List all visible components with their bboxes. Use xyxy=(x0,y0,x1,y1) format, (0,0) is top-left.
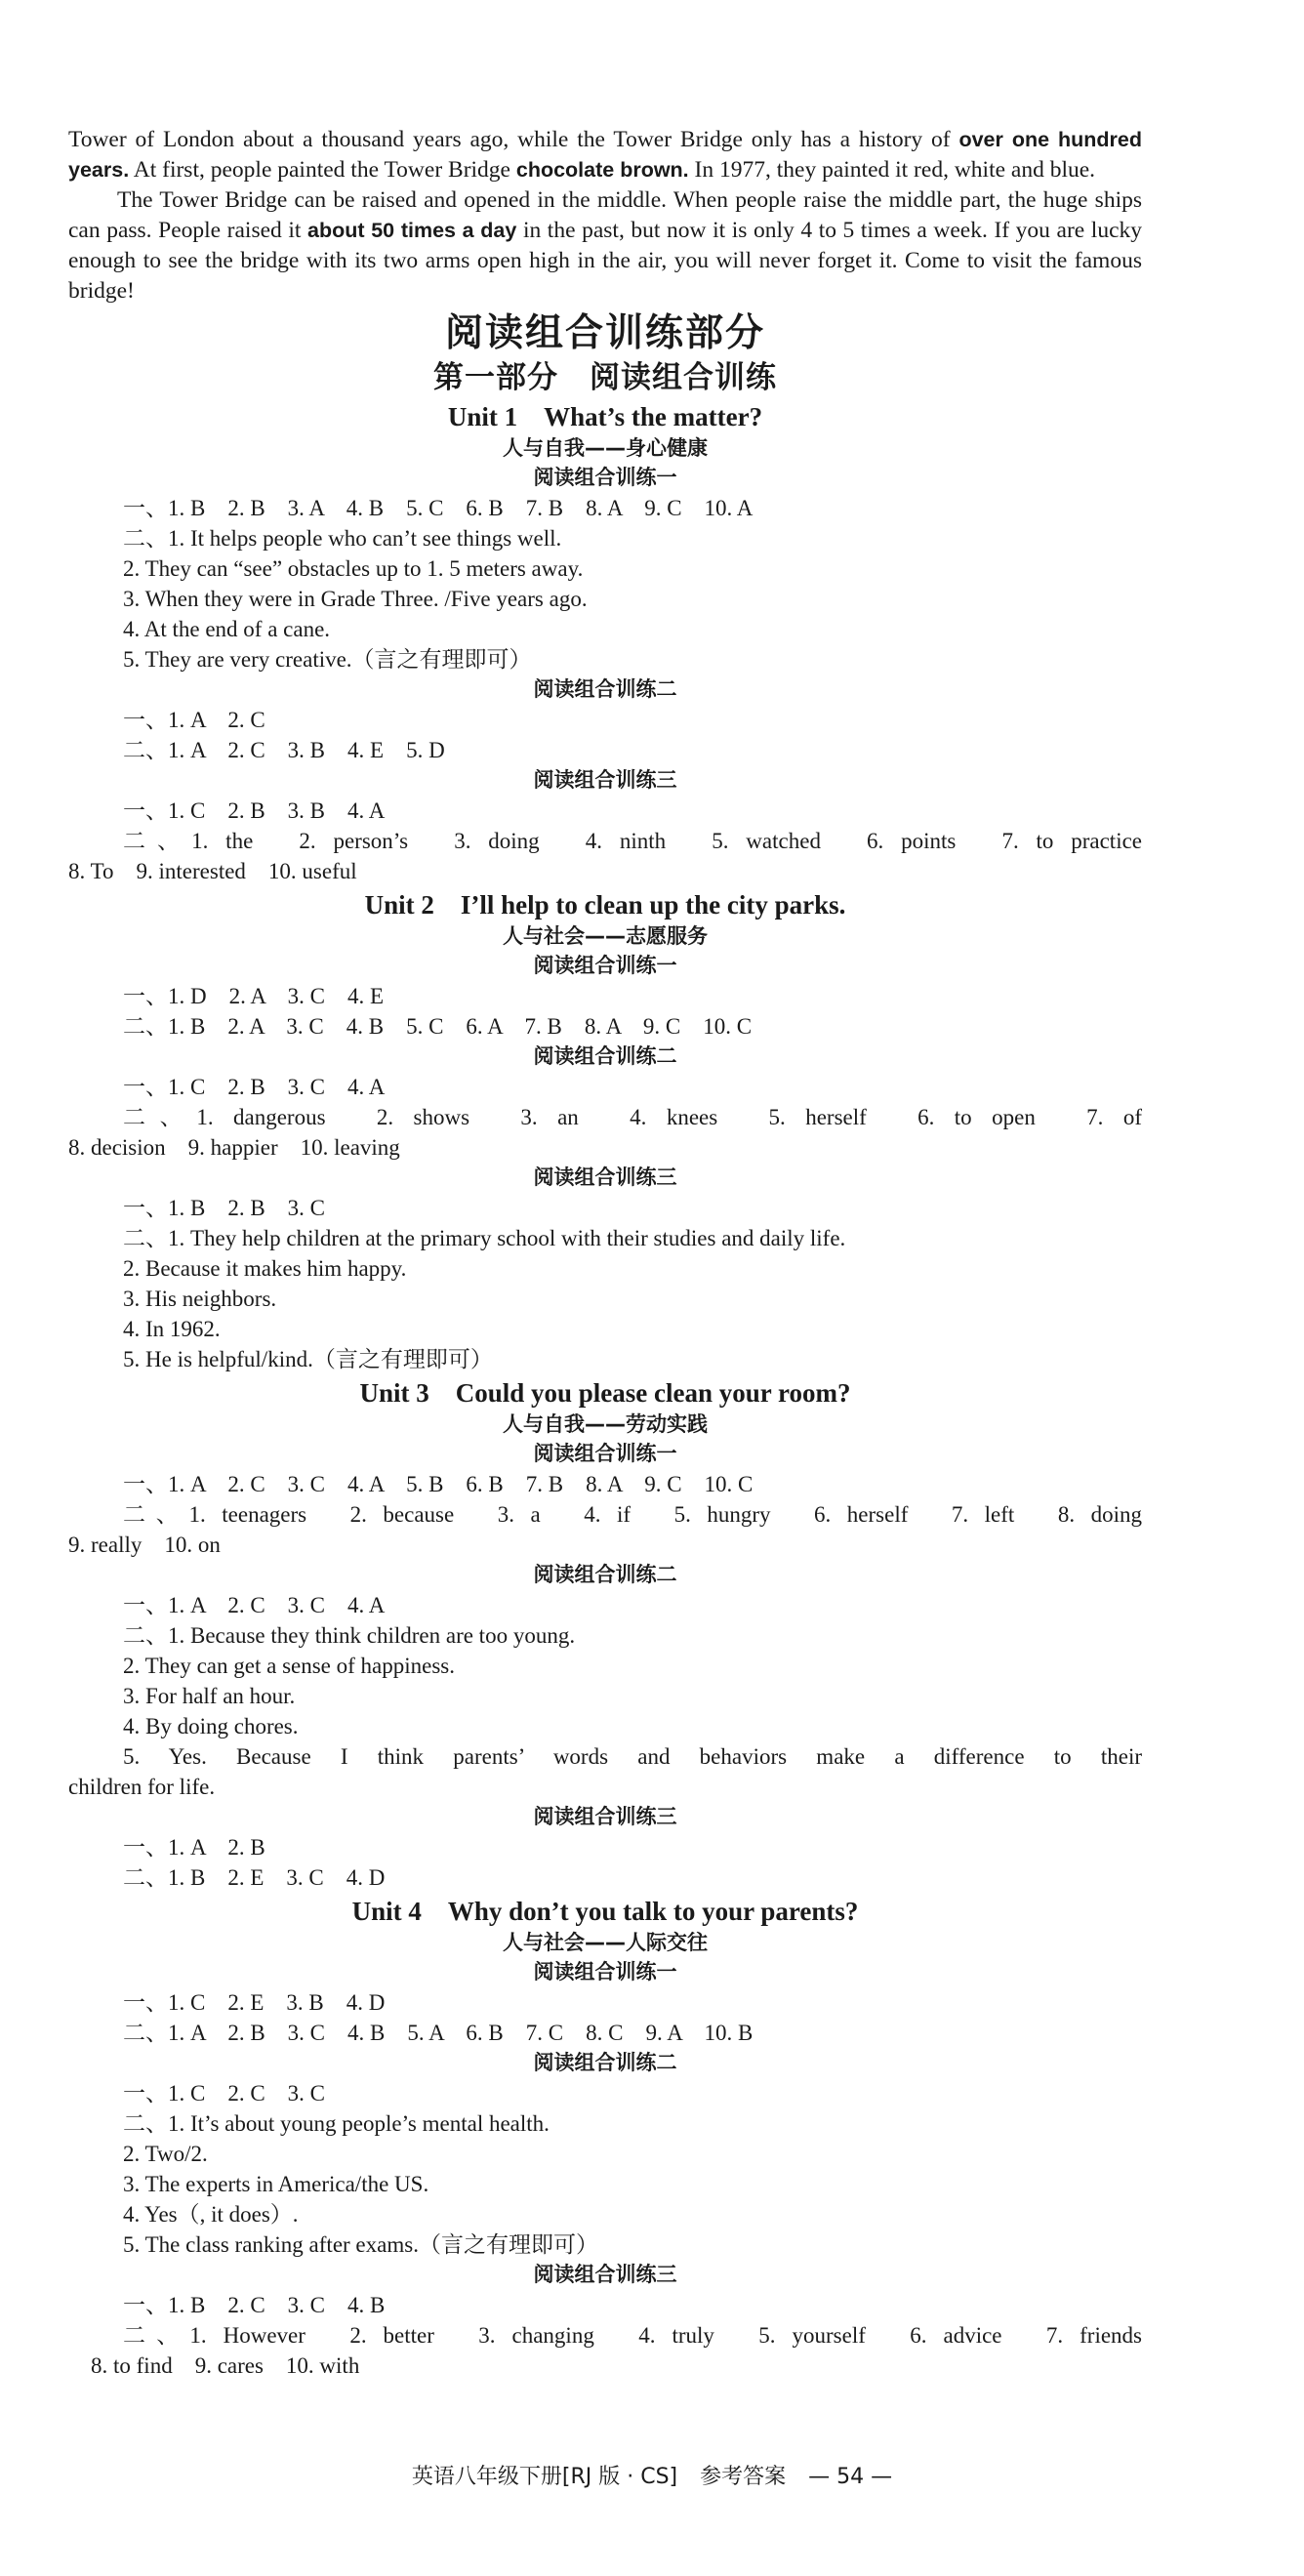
page-footer xyxy=(0,2460,1304,2490)
exercise-set-title: 阅读组合训练三 xyxy=(533,1805,677,1828)
unit-theme: 人与自我——身心健康 xyxy=(503,436,708,460)
footer-book: 英语八年级下册[RJ 版 · CS] xyxy=(411,2465,678,2489)
unit-title: Unit 1 What’s the matter? xyxy=(447,402,763,431)
bold-phrase: over one hundred years. xyxy=(68,128,1143,182)
answer-line: 8. To 9. interested 10. useful xyxy=(68,859,357,883)
answer-line: 二、1. teenagers 2. because 3. a 4. if 5. hungry 6. herself 7. left 8. doing xyxy=(123,1502,1142,1527)
answer-line: 一、1. B 2. B 3. A 4. B 5. C 6. B 7. B 8. A 9. C 10. A xyxy=(123,496,754,520)
exercise-set-title: 阅读组合训练二 xyxy=(533,1044,677,1068)
unit-title: Unit 2 I’ll help to clean up the city parks. xyxy=(364,890,846,920)
answer-line: 5. They are very creative.（言之有理即可） xyxy=(123,647,532,672)
unit-theme: 人与社会——志愿服务 xyxy=(503,924,708,948)
answer-page xyxy=(68,125,1142,2381)
answer-line: 4. In 1962. xyxy=(123,1317,221,1341)
answer-line: 二、1. dangerous 2. shows 3. an 4. knees 5. herself 6. to open 7. of xyxy=(123,1105,1142,1129)
unit-title: Unit 4 Why don’t you talk to your parents? xyxy=(351,1897,859,1926)
answer-line: 4. By doing chores. xyxy=(123,1714,299,1738)
answer-line: 一、1. A 2. C 3. C 4. A xyxy=(123,1593,386,1617)
answer-line: 二、1. It’s about young people’s mental health. xyxy=(123,2111,550,2136)
answer-line: 二、1. A 2. C 3. B 4. E 5. D xyxy=(123,738,445,762)
unit-theme: 人与自我——劳动实践 xyxy=(503,1412,708,1436)
text-run: The Tower Bridge can be raised and opened in the middle. When people raise the middle part, the huge ships can pass. People raised it xyxy=(68,187,1142,243)
unit-theme: 人与社会——人际交往 xyxy=(503,1931,708,1954)
answer-line: 二、1. However 2. better 3. changing 4. truly 5. yourself 6. advice 7. friends xyxy=(123,2323,1142,2348)
intro-paragraph-2 xyxy=(68,185,1142,307)
footer-page-number: — 54 — xyxy=(808,2465,893,2489)
answer-line: 2. They can “see” obstacles up to 1. 5 meters away. xyxy=(123,556,584,581)
text-run: At first, people painted the Tower Bridge xyxy=(129,157,516,183)
exercise-set-title: 阅读组合训练一 xyxy=(533,1960,677,1983)
exercise-set-title: 阅读组合训练二 xyxy=(533,677,677,701)
bold-phrase: chocolate brown. xyxy=(515,158,689,182)
answer-line: 二、1. B 2. A 3. C 4. B 5. C 6. A 7. B 8. A 9. C 10. C xyxy=(123,1014,753,1039)
text-run: in the past, but now it is only 4 to 5 times a week. If you are lucky enough to see the bridge with its two arms open high in the air, you will never forget it. Come to visit the famous bridge! xyxy=(68,218,1142,304)
answer-line: 一、1. C 2. B 3. B 4. A xyxy=(123,798,386,823)
answer-line: 9. really 10. on xyxy=(68,1533,221,1557)
answer-line: 一、1. A 2. C 3. C 4. A 5. B 6. B 7. B 8. A 9. C 10. C xyxy=(123,1472,754,1496)
answer-line: 8. to find 9. cares 10. with xyxy=(68,2353,360,2378)
text-run: In 1977, they painted it red, white and blue. xyxy=(688,157,1096,183)
answer-line: 3. The experts in America/the US. xyxy=(123,2172,429,2196)
answer-line: 二、1. the 2. person’s 3. doing 4. ninth 5. watched 6. points 7. to practice xyxy=(123,829,1142,853)
unit-title: Unit 3 Could you please clean your room? xyxy=(359,1378,851,1408)
answer-line: 2. Two/2. xyxy=(123,2142,208,2166)
answer-line: 二、1. Because they think children are too young. xyxy=(123,1623,576,1648)
answer-line: 二、1. B 2. E 3. C 4. D xyxy=(123,1865,386,1890)
bold-phrase: about 50 times a day xyxy=(307,219,517,242)
exercise-set-title: 阅读组合训练一 xyxy=(533,466,677,489)
exercise-set-title: 阅读组合训练三 xyxy=(533,768,677,792)
intro-passage xyxy=(68,125,1142,307)
part-title: 第一部分 阅读组合训练 xyxy=(433,360,777,395)
answer-line: 5. The class ranking after exams.（言之有理即可） xyxy=(123,2232,598,2257)
units-container xyxy=(68,400,1142,2381)
footer-section: 参考答案 xyxy=(700,2465,787,2489)
answer-line: 3. For half an hour. xyxy=(123,1684,296,1708)
answer-line: children for life. xyxy=(68,1775,216,1799)
answer-line: 5. He is helpful/kind.（言之有理即可） xyxy=(123,1347,493,1371)
answer-line: 4. Yes（, it does）. xyxy=(123,2202,299,2227)
exercise-set-title: 阅读组合训练二 xyxy=(533,2051,677,2074)
answer-line: 一、1. B 2. B 3. C xyxy=(123,1196,326,1220)
exercise-set-title: 阅读组合训练三 xyxy=(533,2263,677,2286)
exercise-set-title: 阅读组合训练三 xyxy=(533,1165,677,1189)
answer-line: 8. decision 9. happier 10. leaving xyxy=(68,1135,400,1160)
answer-line: 二、1. A 2. B 3. C 4. B 5. A 6. B 7. C 8. C 9. A 10. B xyxy=(123,2021,754,2045)
answer-line: 5. Yes. Because I think parents’ words and behaviors make a difference to their xyxy=(123,1744,1142,1769)
answer-line: 一、1. C 2. B 3. C 4. A xyxy=(123,1075,386,1099)
answer-line: 2. Because it makes him happy. xyxy=(123,1256,407,1281)
exercise-set-title: 阅读组合训练一 xyxy=(533,954,677,977)
answer-line: 一、1. A 2. C xyxy=(123,708,265,732)
answer-line: 一、1. C 2. E 3. B 4. D xyxy=(123,1990,386,2015)
answer-line: 二、1. They help children at the primary school with their studies and daily life. xyxy=(123,1226,846,1250)
answer-line: 一、1. D 2. A 3. C 4. E xyxy=(123,984,385,1008)
intro-paragraph-1 xyxy=(68,125,1142,185)
answer-line: 一、1. B 2. C 3. C 4. B xyxy=(123,2293,386,2317)
answer-line: 二、1. It helps people who can’t see things well. xyxy=(123,526,562,551)
answer-line: 一、1. A 2. B xyxy=(123,1835,265,1860)
answer-line: 4. At the end of a cane. xyxy=(123,617,331,641)
answer-line: 2. They can get a sense of happiness. xyxy=(123,1654,456,1678)
main-title: 阅读组合训练部分 xyxy=(444,311,765,355)
answer-line: 3. When they were in Grade Three. /Five years ago. xyxy=(123,587,588,611)
exercise-set-title: 阅读组合训练一 xyxy=(533,1442,677,1465)
answer-line: 一、1. C 2. C 3. C xyxy=(123,2081,326,2106)
exercise-set-title: 阅读组合训练二 xyxy=(533,1563,677,1586)
answer-line: 3. His neighbors. xyxy=(123,1287,277,1311)
text-run: Tower of London about a thousand years ago, while the Tower Bridge only has a history of xyxy=(68,127,959,152)
